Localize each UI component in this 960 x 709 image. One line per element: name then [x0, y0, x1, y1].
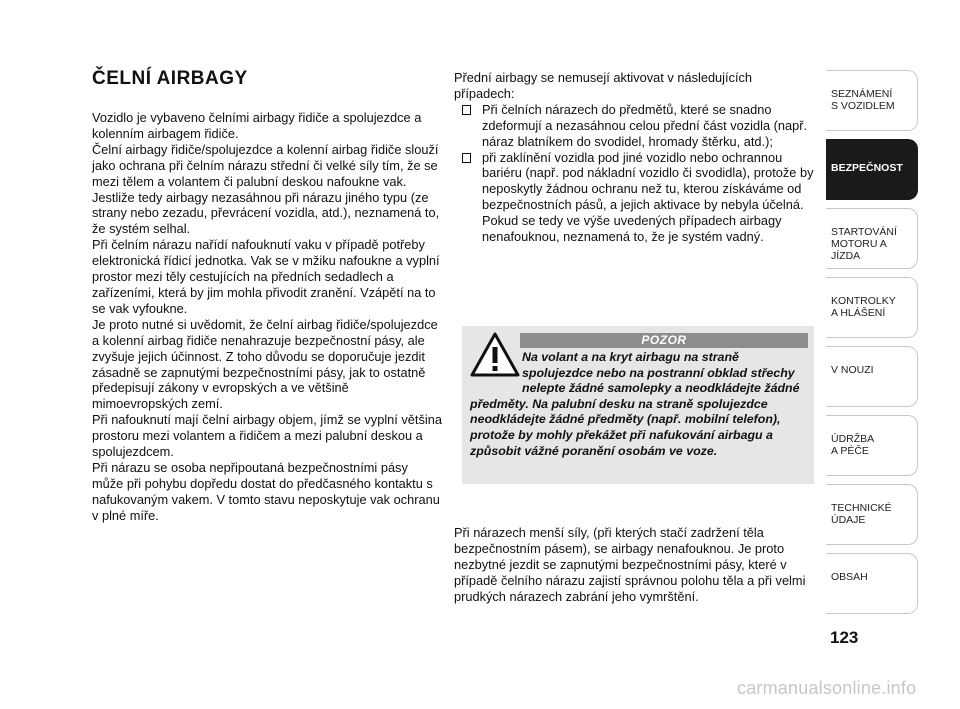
intro-paragraph: Přední airbagy se nemusejí aktivovat v následujících případech: [454, 70, 753, 101]
paragraph: Při nárazu se osoba nepřipoutaná bezpečnostními pásy může při pohybu dopředu dostat do předčasného kontaktu s nafukovaným vakem. V tomto stavu neposkytuje vak ochranu v plné míře. [92, 459, 440, 523]
tab-v-nouzi[interactable] [826, 346, 918, 407]
tab-kontrolky[interactable] [826, 277, 918, 338]
tab-label: A HLÁŠENÍ [831, 307, 886, 319]
bullet-list [454, 102, 816, 245]
tab-label: BEZPEČNOST [831, 162, 903, 174]
list-item-text: při zaklínění vozidla pod jiné vozidlo nebo ochrannou bariéru (např. pod nákladní vozidlo či svodidla), protože by neposkytly žádnou ochranu než tu, kterou získáváme od bezpečnostních pásů, a jejich aktivace by nebyla účelná. Pokud se tedy ve výše uvedených případech airbagy nenafouknou, neznamená to, že je systém vadný. [482, 149, 814, 245]
section-heading: ČELNÍ AIRBAGY [92, 68, 248, 89]
tab-label: OBSAH [831, 571, 868, 583]
paragraph: Při čelním nárazu nařídí nafouknutí vaku v případě potřeby elektronická řídicí jednotka. Vak se v mžiku nafoukne a vyplní prostor mezi těly cestujících na předních sedadlech a zařízeními, která by jim mohla přivodit zranění. Vzápětí na to se vak vyfoukne. [92, 237, 440, 316]
tab-startovani[interactable] [826, 208, 918, 269]
tab-obsah[interactable] [826, 553, 918, 614]
watermark: carmanualsonline.info [737, 678, 917, 698]
paragraph: Jestliže tedy airbagy nezasáhnou při nárazu jiného typu (ze strany nebo zezadu, převrácení vozidla, atd.), neznamená to, že systém selhal. [92, 189, 440, 237]
tab-label: SEZNÁMENÍ [831, 88, 893, 100]
checkbox-bullet-icon [462, 105, 471, 115]
tab-udrzba[interactable] [826, 415, 918, 476]
tab-label: ÚDRŽBA [831, 433, 875, 445]
list-item-text: Při čelních nárazech do předmětů, které se snadno zdeformují a nezasáhnou celou přední část vozidla (např. náraz blatníkem do svodidel, hromady štěrku, atd.); [482, 101, 808, 149]
tab-label: KONTROLKY [831, 295, 896, 307]
tab-label: MOTORU A JÍZDA [831, 238, 887, 262]
tab-label: TECHNICKÉ [831, 502, 892, 514]
tab-label: S VOZIDLEM [831, 100, 895, 112]
tab-seznameni[interactable] [826, 70, 918, 131]
left-column [92, 110, 442, 524]
right-column [454, 70, 816, 245]
tab-technicke[interactable] [826, 484, 918, 545]
tab-label: A PÉČE [831, 445, 869, 457]
paragraph: Je proto nutné si uvědomit, že čelní airbag řidiče/spolujezdce a kolenní airbag řidiče nenahrazuje bezpečnostní pásy, ale zvyšuje jejich účinnost. Z toho důvodu se doporučuje jezdit zásadně se zapnutými bezpečnostními pásy, jak to ostatně předepisují zákony v evropských a ve většině mimoevropských zemí. [92, 316, 438, 412]
tab-label: STARTOVÁNÍ [831, 226, 897, 238]
paragraph: Čelní airbagy řidiče/spolujezdce a kolenní airbag řidiče slouží jako ochrana při čelním nárazu střední či velké síly tím, že se mezi tělem a volantem či palubní deskou nafoukne vak. [92, 141, 439, 189]
warning-text: Na volant a na kryt airbagu na straně spolujezdce nebo na postranní obklad střechy nelepte žádné samolepky a neodkládejte žádné předměty. Na palubní desku na straně spolujezdce neodkládejte žádné předměty (např. mobilní telefon), protože by mohly překážet při nafukování airbagu a způsobit vážné poranění osobám ve voze. [470, 350, 800, 458]
list-item [454, 102, 816, 150]
tab-bezpecnost[interactable] [826, 139, 918, 200]
warning-box [462, 326, 814, 484]
tab-label: ÚDAJE [831, 514, 866, 526]
page-number: 123 [830, 628, 859, 647]
bottom-paragraph: Při nárazech menší síly, (při kterých stačí zadržení těla bezpečnostním pásem), se airbagy nenafouknou. Je proto nezbytné jezdit se zapnutými bezpečnostními pásy, které v případě čelního nárazu zajistí správnou polohu těla a při velmi prudkých nárazech zabrání jeho vymrštění. [454, 525, 806, 604]
checkbox-bullet-icon [462, 153, 471, 163]
list-item [454, 150, 816, 245]
tab-label: V NOUZI [831, 364, 874, 376]
paragraph: Při nafouknutí mají čelní airbagy objem, jímž se vyplní většina prostoru mezi volantem a řidičem a mezi palubní deskou a spolujezdcem. [92, 412, 442, 460]
chapter-nav [826, 70, 918, 620]
warning-title: POZOR [520, 333, 808, 348]
paragraph: Vozidlo je vybaveno čelními airbagy řidiče a spolujezdce a kolenním airbagem řidiče. [92, 110, 422, 141]
